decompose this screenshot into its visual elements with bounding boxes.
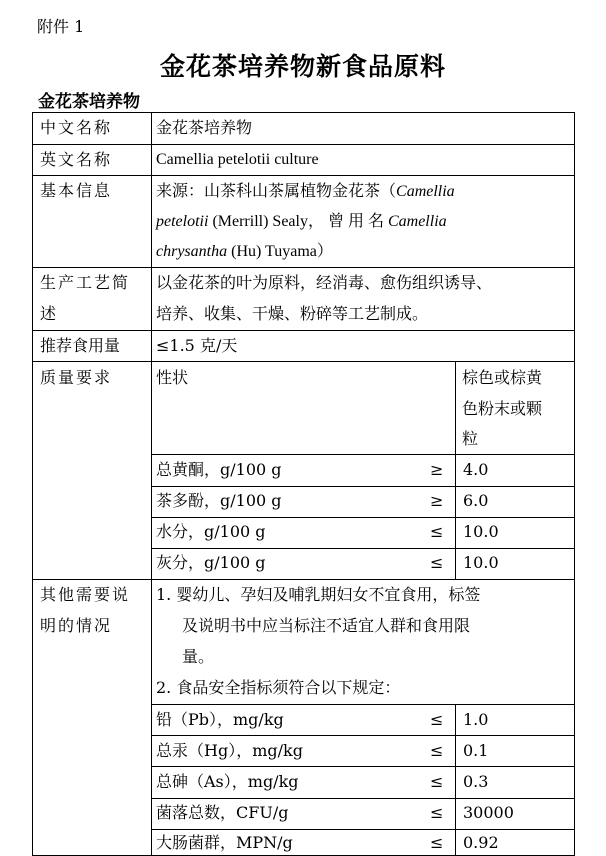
note-1-line-2: 及说明书中应当标注不适宜人群和食用限 xyxy=(182,616,471,635)
trait-value-line-2: 色粉末或颗 xyxy=(462,399,543,418)
safety-item-value: 0.92 xyxy=(463,833,499,852)
basic-info-line-3 xyxy=(156,242,333,262)
basic-info-line-2 xyxy=(156,212,447,232)
document-subtitle: 金花茶培养物 xyxy=(38,92,140,112)
genus-italic: Camellia xyxy=(396,183,455,200)
safety-item-name: 大肠菌群，MPN/g xyxy=(156,833,293,852)
author-text: (Merrill) Sealy， 曾 用 名 xyxy=(208,213,388,230)
other-label-line-2: 明的情况 xyxy=(40,616,113,635)
quality-item-name: 灰分，g/100 g xyxy=(156,553,266,572)
note-2: 2. 食品安全指标须符合以下规定： xyxy=(156,678,401,697)
note-1-line-1: 1. 婴幼儿、孕妇及哺乳期妇女不宜食用，标签 xyxy=(156,585,481,604)
safety-item-op: ≤ xyxy=(430,803,444,822)
process-text-line-2: 培养、收集、干燥、粉碎等工艺制成。 xyxy=(156,304,429,323)
quality-label: 质量要求 xyxy=(40,368,113,387)
dosage-label: 推荐食用量 xyxy=(40,336,121,355)
basic-info-label: 基本信息 xyxy=(40,181,113,200)
safety-item-op: ≤ xyxy=(430,710,444,729)
quality-item-value: 6.0 xyxy=(463,491,489,510)
safety-item-name: 菌落总数，CFU/g xyxy=(156,803,289,822)
trait-label: 性状 xyxy=(156,368,189,387)
document-title: 金花茶培养物新食品原料 xyxy=(159,52,446,81)
safety-item-value: 0.1 xyxy=(463,741,489,760)
en-name-value: Camellia petelotii culture xyxy=(156,151,319,168)
process-label-line-1: 生产工艺简 xyxy=(40,273,131,292)
trait-value-line-1: 棕色或棕黄 xyxy=(462,368,543,387)
cn-name-label: 中文名称 xyxy=(40,118,113,137)
trait-value-line-3: 粒 xyxy=(462,429,479,448)
dosage-value: ≤1.5 克/天 xyxy=(156,336,238,355)
quality-item-value: 4.0 xyxy=(463,460,489,479)
species-italic: petelotii xyxy=(156,213,209,230)
quality-item-op: ≥ xyxy=(430,491,444,510)
safety-item-name: 总砷（As），mg/kg xyxy=(156,772,299,791)
quality-item-op: ≤ xyxy=(430,553,444,572)
safety-item-value: 1.0 xyxy=(463,710,489,729)
basic-info-line-1 xyxy=(156,181,455,202)
quality-item-op: ≥ xyxy=(430,460,444,479)
quality-item-op: ≤ xyxy=(430,522,444,541)
quality-item-name: 茶多酚，g/100 g xyxy=(156,491,282,510)
quality-item-name: 总黄酮，g/100 g xyxy=(156,460,282,479)
safety-item-name: 总汞（Hg），mg/kg xyxy=(156,741,303,760)
synonym-species-italic: chrysantha xyxy=(156,243,228,260)
process-text-line-1: 以金花茶的叶为原料，经消毒、愈伤组织诱导、 xyxy=(156,273,493,292)
process-label-line-2: 述 xyxy=(40,304,57,323)
en-name-label: 英文名称 xyxy=(40,150,113,169)
safety-item-name: 铅（Pb），mg/kg xyxy=(156,710,284,729)
synonym-genus-italic: Camellia xyxy=(387,213,447,230)
attachment-label: 附件 1 xyxy=(37,17,85,36)
ingredient-table xyxy=(32,112,575,856)
quality-item-name: 水分，g/100 g xyxy=(156,522,266,541)
safety-item-value: 0.3 xyxy=(463,772,489,791)
cn-name-value: 金花茶培养物 xyxy=(156,118,253,137)
basic-source-text: 来源：山茶科山茶属植物金花茶（ xyxy=(156,181,397,200)
quality-item-value: 10.0 xyxy=(463,522,499,541)
other-label-line-1: 其他需要说 xyxy=(40,585,131,604)
safety-item-op: ≤ xyxy=(430,833,444,852)
quality-item-value: 10.0 xyxy=(463,553,499,572)
safety-item-op: ≤ xyxy=(430,772,444,791)
safety-item-value: 30000 xyxy=(463,803,514,822)
note-1-line-3: 量。 xyxy=(182,647,215,666)
synonym-author-text: (Hu) Tuyama） xyxy=(227,243,333,260)
safety-item-op: ≤ xyxy=(430,741,444,760)
